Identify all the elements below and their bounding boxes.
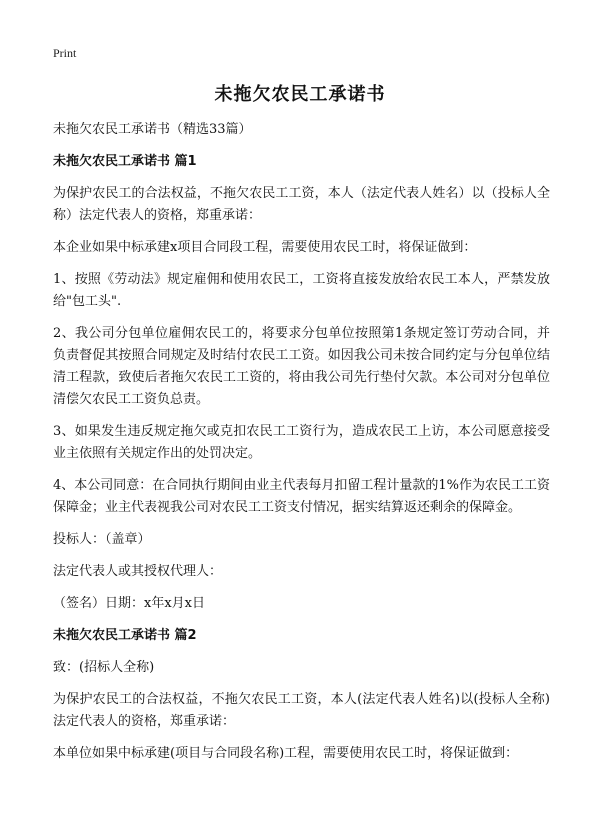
paragraph-addressee: 致：(招标人全称) bbox=[53, 660, 155, 675]
signature-line-bidder: 投标人：（盖章） bbox=[53, 532, 151, 547]
print-link[interactable]: Print bbox=[53, 46, 77, 60]
section-heading: 未拖欠农民工承诺书 篇2 bbox=[53, 628, 197, 643]
paragraph: 为保护农民工的合法权益，不拖欠农民工工资，本人(法定代表人姓名)以(投标人全称)法定代表人的资格，郑重承诺： bbox=[53, 692, 550, 729]
document-body bbox=[53, 119, 550, 775]
paragraph: 为保护农民工的合法权益，不拖欠农民工工资，本人（法定代表人姓名）以（投标人全称）法定代表人的资格，郑重承诺： bbox=[53, 186, 550, 223]
paragraph: 本单位如果中标承建(项目与合同段名称)工程，需要使用农民工时，将保证做到： bbox=[53, 746, 519, 761]
paragraph: 2、我公司分包单位雇佣农民工的，将要求分包单位按照第1条规定签订劳动合同，并负责督促其按照合同规定及时结付农民工工资。如因我公司未按合同约定与分包单位结清工程款，致使后者拖欠农民工工资的，将由我公司先行垫付欠款。本公司对分包单位清偿欠农民工工资负总责。 bbox=[53, 326, 550, 407]
document-title: 未拖欠农民工承诺书 bbox=[214, 84, 386, 105]
paragraph: 1、按照《劳动法》规定雇佣和使用农民工，工资将直接发放给农民工本人，严禁发放给"包工头". bbox=[53, 272, 550, 309]
signature-line-date: （签名）日期：x年x月x日 bbox=[53, 596, 205, 611]
paragraph: 3、如果发生违反规定拖欠或克扣农民工工资行为，造成农民工上访，本公司愿意接受业主依照有关规定作出的处罚决定。 bbox=[53, 424, 550, 461]
paragraph: 本企业如果中标承建x项目合同段工程，需要使用农民工时，将保证做到： bbox=[53, 240, 477, 255]
signature-line-representative: 法定代表人或其授权代理人： bbox=[53, 564, 223, 579]
document-subtitle: 未拖欠农民工承诺书（精选33篇） bbox=[53, 122, 252, 137]
paragraph: 4、本公司同意：在合同执行期间由业主代表每月扣留工程计量款的1%作为农民工工资保障金；业主代表视我公司对农民工工资支付情况，据实结算返还剩余的保障金。 bbox=[53, 478, 550, 515]
section-2 bbox=[53, 625, 550, 765]
section-heading: 未拖欠农民工承诺书 篇1 bbox=[53, 154, 197, 169]
section-1 bbox=[53, 151, 550, 615]
